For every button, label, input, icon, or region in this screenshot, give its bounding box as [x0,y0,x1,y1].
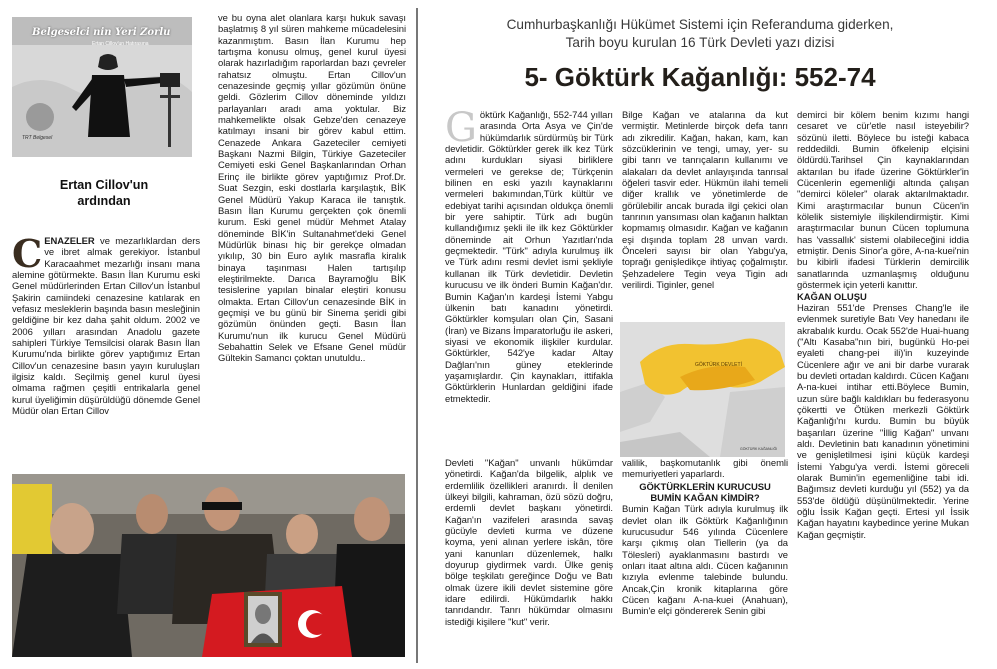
right-header-line2: Tarih boyu kurulan 16 Türk Devleti yazı dizisi [565,35,835,50]
left-title-line2: ardından [77,194,131,208]
right-col2-text: Bilge Kağan ve atalarına da kut vermiştir. Metinlerde birçok defa tanrı adı zikredilir. Kağan, hakan, kam, kan sözcüklerinin ve tengi, umay, yer- su gibi tanrı ve tanrıçaların kullanımı ve alakaları da devlet anlayışında tanrısal öğeleri tasvir eder. Hükmün ilahi temeli diğer krallık ve yönetimlerde de görülebilir ancak burada ilgi çekici olan tanrının yansıması olan kağanın halktan kopmamış olmasıdır. Kağan ve kağanın eşi dışında toplam 28 unvan vardı. Önceleri sayısı bir olan Yabgu'ya, toprağı genişledikçe ihtiyaç çoğalmıştır. Şehzadelere Tegin veya Tigin adı verilirdi. Tiginler, genel [622,110,788,292]
funeral-illustration [12,474,405,657]
right-col2-sub-text: Bumin Kağan Türk adıyla kurulmuş ilk devlet olan ilk Göktürk Kağanlığının kurucusudur 546 yılında Cücenlere karşı çıkmış olan Tiellerin (ya da Tölesleri) ayaklanmasını bastırdı ve onları itaat altına aldı. Cücen kağanının kızıyla evlenme talebinde bulundu. Ancak,Çin kronik kitaplarına göre Cücen kağanı A-na-kuei (Anahuan), Bumin'e elçi göndererek Senin gibi [622,504,788,618]
sub-heading-bumin-1: GÖKTÜRKLERİN KURUCUSU [639,481,771,493]
right-article-col1 [445,110,613,460]
map-image [620,322,785,457]
sub-heading-bumin-2: BUMİN KAĞAN KİMDİR? [650,493,760,505]
left-lead-bold: ENAZELER [44,236,95,247]
funeral-photo [12,474,405,657]
left-col1-text: ve mezarlıklardan ders ve ibret almak gerekiyor. İstanbul Karacaahmet mezarlığı insanı mana alemine götürmekte. Basın İlan Kurumu eski Genel müdürlerinden Ertan Cillov'un İstanbul Şakirin camiindeki cenazesine katılarak en vefasız mesleklerin başında basın mesleğinin geldiğine bir kez daha şahit oldum. 2002 ve 2006 yılları arasından Anadolu gazete sahipleri Türkiye Temsilcisi olarak Basın İlan Kurumu'nda birlikte görev yaptığımız Ertan Cillov'un cenazesine basın yayın kuruluşları ilgisiz kaldı. Seçilmiş genel kurul üyesi olmama rağmen çeşitli entrikalarla genel kurul üyeliğimin düşürüldüğü dönemde Genel Müdür olan Ertan Cillov [12,236,200,418]
right-article-col3 [797,110,969,663]
portrait-credit: TRT Belgesel [22,135,53,141]
sub-heading-kagan: KAĞAN OLUŞU [797,291,867,303]
left-col2-text: ve bu oyna alet olanlara karşı hukuk savaşı başlatmış 8 yıl süren mahkeme mücadelesini kazanmıştım. Basın İlan Kurumu hep tartışma konusu olmuş, genel kurul üyesi olarak hazırladığım raporlardan bazı çevreler rahatsız olmuştu. Ertan Cillov'un cenazesinde geçmiş yıllar gözümün önüne geldi. Gözlerim Cillov döneminde yıldızı parlayanları aradı ama yoktular. Biz mahkemelikte olsak Gebze'den cenazeye katılmayı insani bir görev kabul ettim. Cenazede Ankara Gazeteciler cemiyeti Başkanı Nazmi Bilgin, Türkiye Gazeteciler Cemiyeti eski Genel Başkanlarından Orhan Erinç ile birlikte görev yaptığımız Prof.Dr. Suat Sezgin, eski dostlarla karşılaştık, BİK Genel Müdürü Yakup Karaca ile tanıştık. Basın İlan Kurumu gerçekten çok önemli kurum. Eski genel müdür Mehmet Atalay döneminde BİK'in Sultanahmet'deki Genel Müdürlük binası hiç bir gerekçe olmadan yıkılıp, 30 bin Euro aylık masrafla kiralık binaya taşınması Halen tartışılıp eleştirilmekte. Darıca Bayramoğlu BİK tesislerine yapılan binalar eleştiri konusu olmakta. Ertan Cillov'un cenazesinde BİK in geçmişi ve bu günü bir Sinema şeridi gibi gözümün önünden geçti. Basın İlan Kurumu'nun ilk kurucu Genel Müdürü Sebahattin Selek ve Efsane Genel müdür Gültekin Samancı çoktan unutuldu.. [218,13,406,365]
map-illustration [620,322,785,457]
portrait-photo [12,17,192,157]
right-dropcap: G [445,110,477,151]
map-credit: GÖKTÜRK KAĞANLIĞI [740,447,778,451]
page-divider [416,8,418,663]
right-col3-sub-text: Haziran 551'de Prenses Chang'le ile evlenmek suretiyle Batı Vey hanedanı ile akrabalık kurdu. Ocak 552'de Huai-huang ("Altı Kasaba"nın biri, bugünkü Ho-pei eyaleti chang-pei ili)'in kuzeyinde Cücenlere ağır ve ani bir darbe vurarak bu devleti ortadan kaldırdı. Cücen Kağanı A-na-kuei intihar etti.Böylece Bumin, uzun süre bağlı kaldıkları bu federasyonu çökertti ve Ötüken merkezli Göktürk Kağanlığı'nı kurdu. Bumin bu büyük başarıları üzerine "İllig Kağan" unvanı aldı. Devletinin batı kanadının yönetimini ve genişletilmesi işini küçük kardeşi İstemi Yabgu'ya verdi. İstemi göreceli olarak Bumin'in egemenliğine tabi idi. Bağımsız devleti kurduğu yıl (552) ya da 553'de öldüğü düşünülmektedir. Yerine oğlu İssik Kağan geçti. Ertesi yıl İssik Kağan hayatını kaybedince yerine Mukan Kağan geçmiştir. [797,302,969,541]
right-article-col2 [622,110,788,322]
right-header-line1: Cumhurbaşkanlığı Hükümet Sistemi için Referanduma giderken, [506,17,894,32]
left-article-col2 [218,13,406,465]
left-dropcap: C [12,236,43,276]
right-col3-text: demirci bir kölem benim kızımı hangi cesaret ve cür'etle nasıl isteyebilir? sözünü iletti. Böylece bu isteği kabaca reddedildi. Bumin öfkelenip elçisini öldürdü.Tarihsel Çin kaynaklarından aktarılan bu ifade üzerine Göktürkler'in Cücenlerin egemenliği altında çalışan "demirci köleler" olarak aktarılmaktadır. Kimi araştırmacılar bunun Cücen'in kölelik sistemiyle ilişkilendirmiştir. Kimi araştırmacılar bunun Cücen toplumuna has 'vassallık' sistemi olabileceğini iddia etmiştir. Denis Sinor'a göre, A-na-kuei'nin bu kibirli ifadesi Türklerin demircilik sanatlarında uzmanlaşmış olduğunu göstermek için yeterli kanıttır. [797,110,969,292]
left-title-line1: Ertan Cillov'un [59,178,149,192]
portrait-caption-sub: Ertan Cillov'un Hatırasına [92,41,149,47]
right-col1-text: öktürk Kağanlığı, 552-744 yılları arasında Orta Asya ve Çin'de hükümdarlık sürdürmüş bir Türk devletidir. Göktürkler gerek ilk kez Türk adını kurdukları siyasi birliklere vermeleri ve gerekse de; Türkçenin bilinen en eski yazılı kaynaklarını vermeleri bakımından,Türk kültür ve edebiyat tarihi açısından oldukça önemli bir yere sahiptir. Türk adı bugün kullandığımız şekli ile ilk kez Göktürkler döneminde ait Orhun Yazıtları'nda geçmektedir. "Türk" adıyla kurulmuş ilk ve Türk adını resmi devlet ismi şekliyle kullanan ilk Türk devletidir. Devletin kurucusu ve ilk önderi Bumin Kağan'dır. Bumin Kağan'ın kardeşi İstemi Yabgu ülkenin batı kanadını yönetirdi. Göktürkler komşuları olan Çin, Sasani (İran) ve Bizans İmparatorluğu ile askeri, siyasi ve ekonomik ilişkiler kurdular. Göktürkler, 542'ye kadar Altay Dağları'nın güney eteklerinde yaşamışlardır. Çin kaynakları, ittifakla Göktürklerin Hunlardan geldiğini ifade etmektedir. [445,110,613,405]
right-article-col2-bottom [622,458,788,663]
right-header [440,16,960,52]
right-article-col1-cont [445,458,613,663]
map-region-label: GÖKTÜRK DEVLETİ [695,362,742,368]
portrait-caption-top: Belgeselci nin Yeri Zorlu [32,27,171,38]
right-col1-cont: Devleti "Kağan" unvanlı hükümdar yönetirdi. Kağan'da bilgelik, alplık ve erdemlilik özellikleri aranırdı. İl denilen ülkeyi bilgili, kahraman, özü sözü doğru, erdemli devlet başkanı yönetirdi. Kağan'ın vazifeleri arasında savaş gücüyle devleti kurma ve düzene koyma, yeni alınan yerlere iskân, töre yani kanunları düzenlemek, halkı doyurup giydirmek vardı. Ülke geniş bölge teşkilatı gereğince Doğu ve Batı olmak üzere ikili devlet sistemine göre idare edilirdi. Hükümdarlık hakkı tanrıdandır. Tanrı hükümdar olmasını istediği kişilere "kut" verir. [445,458,613,628]
right-article-title: 5- Göktürk Kağanlığı: 552-74 [524,62,876,92]
left-article-col1 [12,236,200,466]
left-article-title [14,177,194,209]
right-col2-cont: valilik, başkomutanlık gibi önemli memuriyetleri yaparlardı. [622,458,788,481]
